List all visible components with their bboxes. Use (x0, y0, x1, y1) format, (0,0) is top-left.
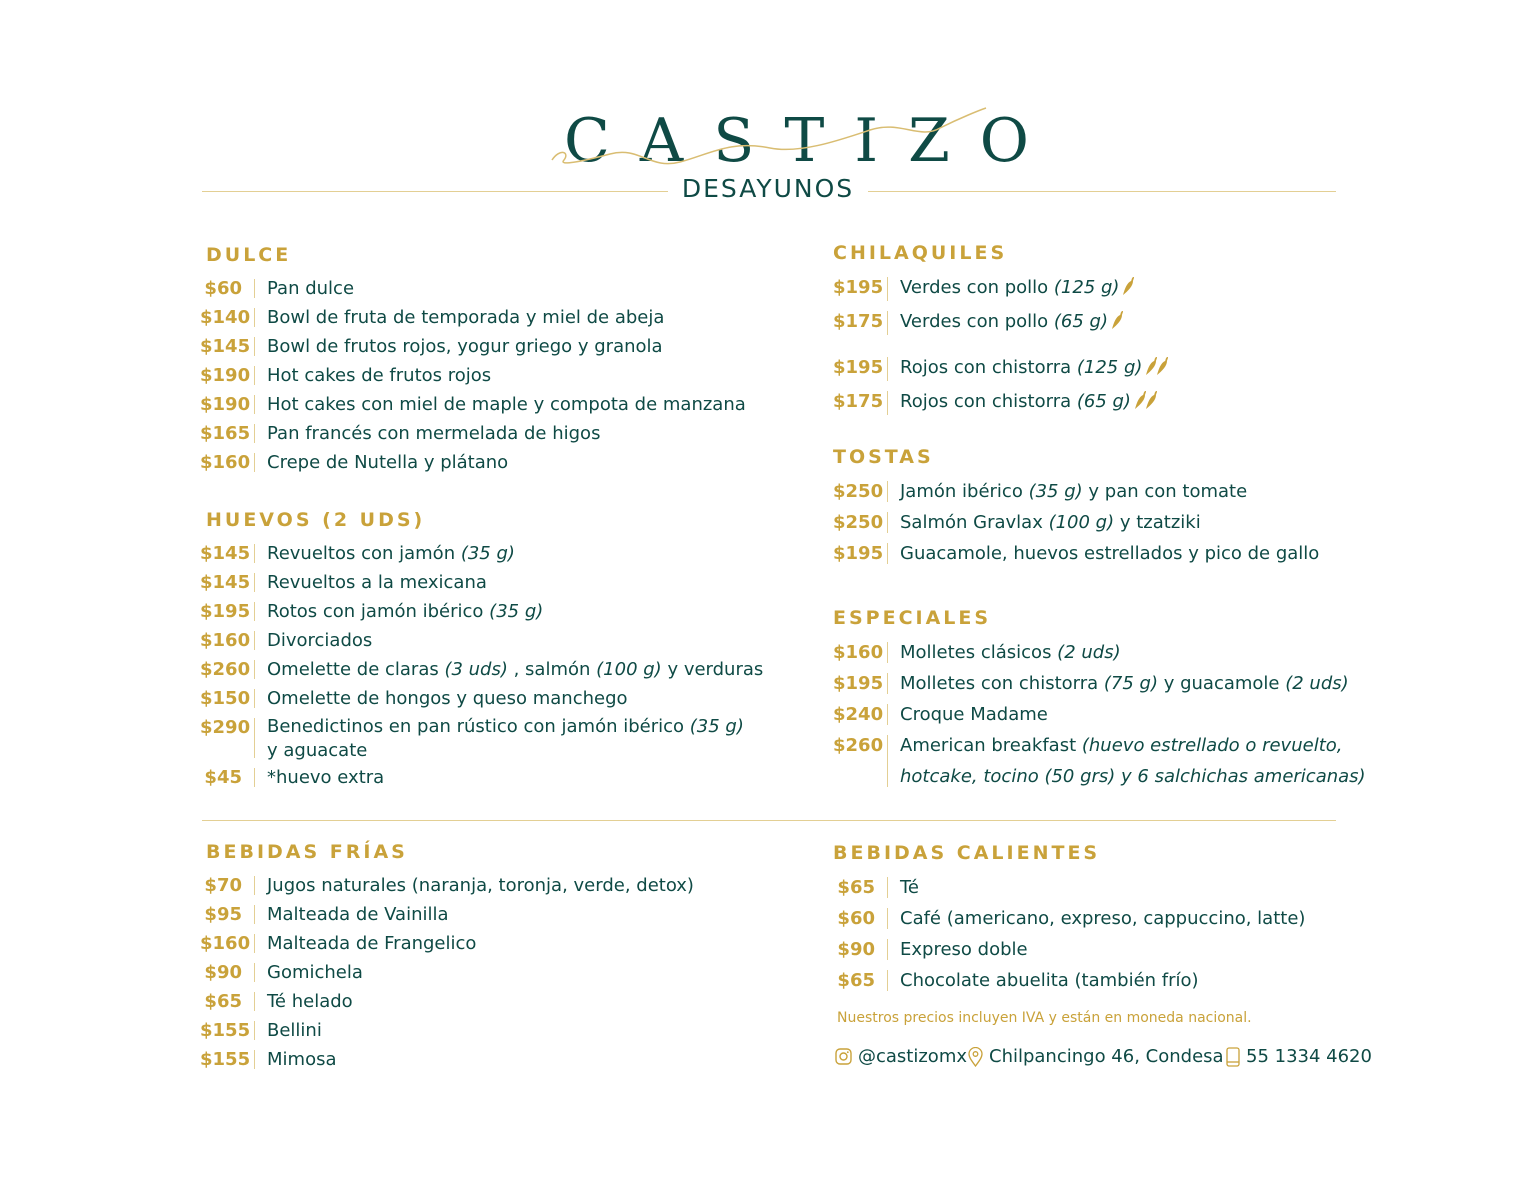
menu-item (833, 965, 1305, 996)
item-text: Bowl de fruta de temporada y miel de abeja (267, 307, 665, 328)
price-separator (254, 602, 255, 621)
item-name (267, 419, 600, 448)
item-name (267, 655, 763, 684)
item-text: Hot cakes de frutos rojos (267, 365, 492, 386)
price-separator (887, 481, 888, 502)
price-separator (254, 453, 255, 472)
divider-line (202, 820, 1336, 821)
price-separator (254, 395, 255, 414)
price-separator (887, 939, 888, 960)
item-name (267, 1016, 322, 1045)
item-detail: (65 g) (1053, 311, 1108, 332)
item-name (267, 929, 476, 958)
item-text: Mimosa (267, 1049, 337, 1070)
item-price: $260 (200, 659, 251, 680)
price-separator (254, 1021, 255, 1040)
price-separator (254, 905, 255, 924)
price-separator (887, 391, 888, 415)
item-name (900, 872, 919, 903)
phone-number[interactable]: 55 1334 4620 (1246, 1046, 1372, 1067)
price-separator (887, 642, 888, 663)
menu-item (200, 987, 694, 1016)
item-name (267, 303, 664, 332)
item-text: Malteada de Vainilla (267, 904, 449, 925)
item-price: $175 (833, 391, 884, 412)
item-detail: (35 g) (489, 601, 544, 622)
menu-item (200, 900, 694, 929)
item-name (267, 763, 384, 792)
item-detail: (65 g) (1076, 391, 1131, 412)
menu-item (200, 655, 763, 684)
item-detail: (3 uds) (444, 659, 508, 680)
menu-item (833, 699, 1366, 730)
menu-item (833, 352, 1170, 386)
item-text: Jugos naturales (naranja, toronja, verde, detox) (267, 875, 694, 896)
menu-item (833, 637, 1366, 668)
item-price: $250 (833, 512, 884, 533)
item-name (900, 272, 1136, 306)
item-text: Crepe de Nutella y plátano (267, 452, 509, 473)
item-text: Jamón ibérico (900, 481, 1029, 502)
item-text: American breakfast (900, 735, 1082, 756)
menu-item (200, 958, 694, 987)
item-text: Omelette de claras (267, 659, 445, 680)
item-name (267, 958, 363, 987)
item-text: Divorciados (267, 630, 373, 651)
price-separator (254, 337, 255, 356)
item-price: $65 (837, 970, 875, 991)
item-text: Molletes con chistorra (900, 673, 1104, 694)
instagram-icon (835, 1048, 852, 1065)
item-name (900, 934, 1028, 965)
prices-note: Nuestros precios incluyen IVA y están en moneda nacional. (837, 1010, 1252, 1026)
menu-item (200, 1045, 694, 1074)
item-text: Bellini (267, 1020, 322, 1041)
menu-item (200, 1016, 694, 1045)
item-detail: (35 g) (1028, 481, 1083, 502)
price-separator (254, 660, 255, 679)
chili-pepper-icon (1111, 309, 1125, 340)
item-text: Pan dulce (267, 278, 355, 299)
section-title: ESPECIALES (833, 607, 992, 629)
item-detail: (35 g) (689, 716, 744, 737)
menu-item (833, 934, 1305, 965)
menu-item (200, 332, 746, 361)
item-name (900, 538, 1319, 569)
menu-item (200, 684, 763, 713)
item-text: y aguacate (267, 740, 368, 761)
price-separator (254, 631, 255, 650)
item-price: $145 (200, 336, 251, 357)
phone-icon (1226, 1047, 1240, 1067)
item-price: $240 (833, 704, 884, 725)
price-separator (887, 357, 888, 381)
menu-item (200, 303, 746, 332)
menu-item (200, 763, 763, 792)
section-tostas (833, 442, 1319, 569)
item-name (267, 568, 487, 597)
price-separator (254, 963, 255, 982)
item-text: Guacamole, huevos estrellados y pico de gallo (900, 543, 1320, 564)
menu-item (833, 476, 1319, 507)
price-separator (254, 689, 255, 708)
item-text: Croque Madame (900, 704, 1048, 725)
item-price: $190 (200, 365, 251, 386)
item-detail: (100 g) (596, 659, 662, 680)
item-name (900, 507, 1201, 538)
menu-item (200, 597, 763, 626)
instagram-handle[interactable]: @castizomx (858, 1046, 968, 1067)
menu-item (200, 274, 746, 303)
item-name (267, 361, 491, 390)
item-detail: (125 g) (1076, 357, 1143, 378)
item-text: Hot cakes con miel de maple y compota de manzana (267, 394, 746, 415)
item-text: *huevo extra (267, 767, 385, 788)
item-price: $45 (204, 767, 242, 788)
section-chilaquiles (833, 238, 1170, 420)
item-name (267, 871, 694, 900)
price-separator (887, 512, 888, 533)
section-title: BEBIDAS CALIENTES (833, 842, 1101, 864)
price-separator (887, 970, 888, 991)
castizo-logo (540, 100, 1059, 180)
item-name (267, 900, 449, 929)
item-name (900, 306, 1125, 340)
menu-item (833, 730, 1366, 792)
item-price: $260 (833, 735, 884, 756)
price-separator (887, 877, 888, 898)
item-name (267, 597, 543, 626)
instagram-contact[interactable] (835, 1046, 967, 1067)
item-text: y verduras (661, 659, 764, 680)
item-text: Benedictinos en pan rústico con jamón ibérico (267, 716, 690, 737)
phone-contact[interactable] (1226, 1046, 1372, 1067)
menu-item (200, 568, 763, 597)
item-price: $155 (200, 1020, 251, 1041)
item-text: Té (900, 877, 920, 898)
item-text: Rojos con chistorra (900, 357, 1077, 378)
menu-item (833, 386, 1170, 420)
item-price: $175 (833, 311, 884, 332)
section-dulce (200, 240, 746, 477)
item-text: Expreso doble (900, 939, 1028, 960)
price-separator (887, 543, 888, 564)
section-title: HUEVOS (2 UDS) (206, 509, 426, 531)
section-bebidas-frias (200, 837, 694, 1074)
item-name (267, 684, 628, 713)
item-text: , salmón (507, 659, 597, 680)
chili-pepper-icon (1156, 355, 1170, 386)
logo-flourish-icon (540, 100, 1000, 180)
item-text: y pan con tomate (1082, 481, 1248, 502)
item-detail: (100 g) (1048, 512, 1115, 533)
item-text: Rojos con chistorra (900, 391, 1077, 412)
divider-line (202, 191, 668, 192)
menu-item (200, 929, 694, 958)
item-price: $90 (837, 939, 875, 960)
item-detail: (35 g) (460, 543, 515, 564)
item-price: $160 (200, 452, 251, 473)
item-text: Verdes con pollo (900, 311, 1054, 332)
price-separator (254, 279, 255, 298)
item-price: $195 (833, 673, 884, 694)
item-name (900, 476, 1247, 507)
section-title: DULCE (206, 244, 292, 266)
item-name (267, 626, 372, 655)
item-text: Chocolate abuelita (también frío) (900, 970, 1199, 991)
price-separator (254, 718, 255, 758)
item-price: $165 (200, 423, 251, 444)
section-title: BEBIDAS FRÍAS (206, 841, 408, 863)
item-name (900, 352, 1170, 386)
address-contact (968, 1046, 1224, 1067)
item-text: Revueltos con jamón (267, 543, 461, 564)
item-price: $190 (200, 394, 251, 415)
item-price: $90 (204, 962, 242, 983)
menu-item (200, 871, 694, 900)
price-separator (887, 277, 888, 301)
chili-pepper-icon (1145, 389, 1159, 420)
item-name (267, 1045, 337, 1074)
item-price: $65 (204, 991, 242, 1012)
price-separator (254, 768, 255, 787)
item-name (900, 965, 1199, 996)
item-price: $250 (833, 481, 884, 502)
price-separator (887, 704, 888, 725)
item-name (267, 713, 744, 763)
price-separator (254, 992, 255, 1011)
item-name (900, 699, 1048, 730)
item-detail: (2 uds) (1285, 673, 1349, 694)
item-detail: (125 g) (1053, 277, 1120, 298)
item-name (267, 539, 515, 568)
item-text: y tzatziki (1114, 512, 1201, 533)
item-price: $145 (200, 543, 251, 564)
menu-item (200, 361, 746, 390)
price-separator (254, 366, 255, 385)
item-price: $70 (204, 875, 242, 896)
section-title: TOSTAS (833, 446, 934, 468)
price-separator (254, 876, 255, 895)
menu-item (833, 903, 1305, 934)
item-name (267, 390, 746, 419)
item-price: $290 (200, 717, 251, 738)
page-title: DESAYUNOS (681, 174, 855, 203)
price-separator (887, 908, 888, 929)
chili-pepper-icon (1122, 275, 1136, 306)
item-detail: (75 g) (1103, 673, 1158, 694)
menu-item (833, 872, 1305, 903)
item-text: Omelette de hongos y queso manchego (267, 688, 628, 709)
menu-item (200, 713, 763, 763)
section-title: CHILAQUILES (833, 242, 1008, 264)
item-price: $65 (837, 877, 875, 898)
item-price: $195 (200, 601, 251, 622)
item-text: Café (americano, expreso, cappuccino, latte) (900, 908, 1306, 929)
logo-text: CASTIZO (564, 106, 1059, 176)
menu-item (833, 507, 1319, 538)
item-name (900, 637, 1121, 668)
item-price: $60 (837, 908, 875, 929)
item-text: Gomichela (267, 962, 363, 983)
item-name (900, 903, 1305, 934)
item-text: Pan francés con mermelada de higos (267, 423, 601, 444)
item-price: $160 (200, 630, 251, 651)
item-name (267, 448, 508, 477)
price-separator (887, 735, 888, 787)
item-detail: hotcake, tocino (50 grs) y 6 salchichas americanas) (900, 766, 1366, 787)
menu-item (200, 419, 746, 448)
menu-item (833, 306, 1170, 340)
section-huevos (200, 505, 764, 792)
item-text: Molletes clásicos (900, 642, 1058, 663)
price-separator (254, 573, 255, 592)
item-price: $195 (833, 543, 884, 564)
price-separator (254, 544, 255, 563)
item-price: $160 (833, 642, 884, 663)
item-text: Té helado (267, 991, 353, 1012)
item-text: Verdes con pollo (900, 277, 1054, 298)
item-price: $160 (200, 933, 251, 954)
price-separator (254, 1050, 255, 1069)
item-text: Bowl de frutos rojos, yogur griego y granola (267, 336, 663, 357)
item-price: $150 (200, 688, 251, 709)
item-price: $155 (200, 1049, 251, 1070)
price-separator (887, 673, 888, 694)
item-price: $60 (204, 278, 242, 299)
item-name (267, 274, 354, 303)
item-name (267, 987, 353, 1016)
item-text: Malteada de Frangelico (267, 933, 477, 954)
item-text: Rotos con jamón ibérico (267, 601, 490, 622)
menu-item (200, 390, 746, 419)
menu-item (833, 538, 1319, 569)
price-separator (254, 424, 255, 443)
item-name (900, 730, 1366, 792)
item-price: $95 (204, 904, 242, 925)
price-separator (887, 311, 888, 335)
divider-line (868, 191, 1336, 192)
item-text: y guacamole (1158, 673, 1286, 694)
menu-item (833, 668, 1366, 699)
price-separator (254, 934, 255, 953)
menu-item (200, 539, 763, 568)
address-text: Chilpancingo 46, Condesa (989, 1046, 1224, 1067)
item-price: $195 (833, 357, 884, 378)
menu-item (200, 448, 746, 477)
menu-item (200, 626, 763, 655)
item-name (267, 332, 663, 361)
item-price: $145 (200, 572, 251, 593)
item-price: $195 (833, 277, 884, 298)
section-bebidas-calientes (833, 838, 1305, 996)
item-name (900, 386, 1159, 420)
price-separator (254, 308, 255, 327)
section-especiales (833, 603, 1366, 792)
menu-item (833, 272, 1170, 306)
item-detail: (huevo estrellado o revuelto, (1081, 735, 1343, 756)
location-pin-icon (968, 1047, 983, 1067)
item-detail: (2 uds) (1057, 642, 1121, 663)
item-text: Salmón Gravlax (900, 512, 1049, 533)
item-price: $140 (200, 307, 251, 328)
item-name (900, 668, 1349, 699)
item-text: Revueltos a la mexicana (267, 572, 487, 593)
